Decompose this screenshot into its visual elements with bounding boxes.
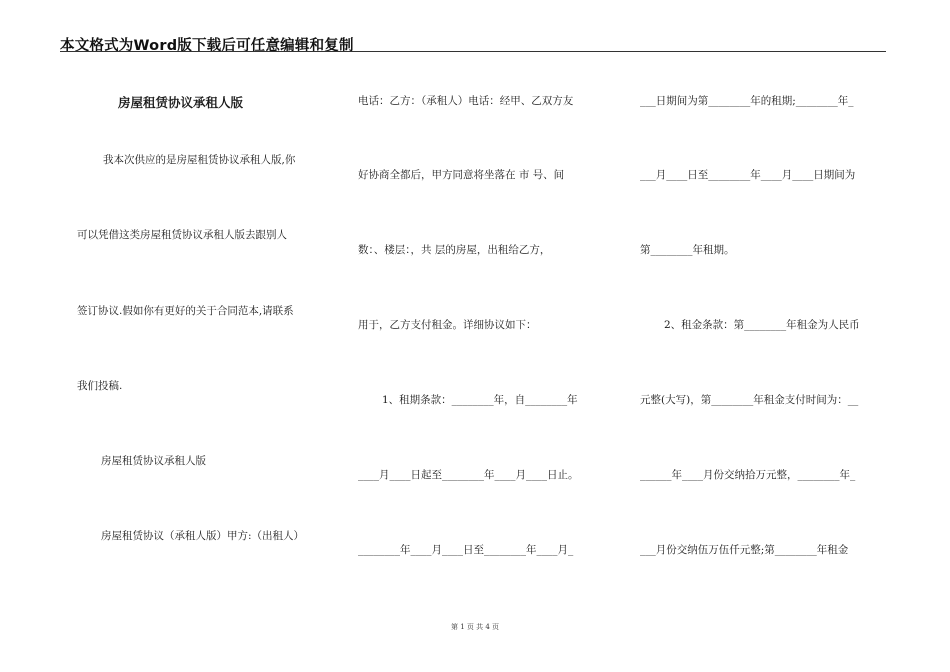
col1-line: 签订协议.假如你有更好的关于合同范本,请联系 — [77, 305, 294, 317]
col2-line: 电话：乙方：（承租人）电话：经甲、乙双方友 — [358, 95, 574, 107]
col1-line: 可以凭借这类房屋租赁协议承租人版去跟别人 — [77, 229, 287, 241]
col3-line: ______年____月份交纳拾万元整，________年_ — [640, 469, 856, 481]
col3-line: ___月____日至________年____月____日期间为 — [640, 169, 856, 181]
col1-line: 我本次供应的是房屋租赁协议承租人版,你 — [103, 154, 296, 166]
col3-line: ___日期间为第________年的租期;________年_ — [640, 95, 854, 107]
col3-line: 第________年租期。 — [640, 244, 735, 256]
col2-line: 数：、楼层：，共 层的房屋，出租给乙方， — [358, 244, 551, 256]
page-number: 第 1 页 共 4 页 — [450, 623, 500, 631]
col2-line: ________年____月____日至________年____月_ — [358, 544, 574, 556]
banner-divider — [60, 51, 886, 52]
col2-line: 好协商全都后，甲方同意将坐落在 市 号、间 — [358, 169, 565, 181]
document-banner: 本文格式为Word版下载后可任意编辑和复制 — [60, 38, 354, 54]
col2-line: 1、租期条款：________年，自________年 — [382, 394, 578, 406]
col3-line: 元整(大写)，第________年租金支付时间为：__ — [640, 394, 859, 406]
col3-line: ___月份交纳伍万伍仟元整;第________年租金 — [640, 544, 849, 556]
col1-line: 我们投稿. — [77, 380, 123, 392]
col2-line: 用于，乙方支付租金。详细协议如下： — [358, 319, 537, 331]
col1-heading: 房屋租赁协议承租人版 — [101, 455, 206, 467]
col1-line: 房屋租赁协议（承租人版）甲方:（出租人） — [101, 530, 305, 542]
document-title: 房屋租赁协议承租人版 — [118, 95, 244, 110]
col3-line: 2、租金条款：第________年租金为人民币 — [664, 319, 860, 331]
col2-line: ____月____日起至________年____月____日止。 — [358, 469, 579, 481]
